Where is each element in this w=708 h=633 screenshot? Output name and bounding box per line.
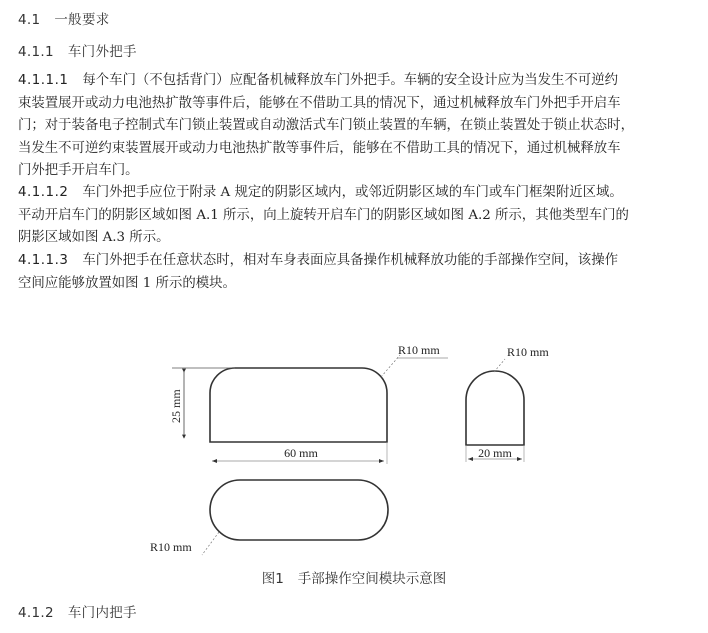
clause-line: 当发生不可逆约束装置展开或动力电池热扩散等事件后，能够在不借助工具的情况下，通过机械释放车 — [18, 140, 621, 156]
figure-caption-text: 手部操作空间模块示意图 — [297, 571, 447, 587]
clause-line: 门；对于装备电子控制式车门锁止装置或自动激活式车门锁止装置的车辆，在锁止装置处于锁止状态时， — [18, 118, 634, 133]
clause-line: 空间应能够放置如图 1 所示的模块。 — [18, 275, 236, 291]
clause-text: 车门外把手应位于附录 A 规定的阴影区域内，或邻近阴影区域的车门或车门框架附近区域。 — [82, 185, 623, 200]
label-radius-rect: R10 mm — [398, 343, 440, 357]
section-number: 4.1 — [18, 12, 41, 28]
clause-text: 每个车门（不包括背门）应配备机械释放车门外把手。车辆的安全设计应为当发生不可逆约 — [82, 73, 618, 88]
module-pill — [202, 480, 388, 555]
section-title: 一般要求 — [54, 12, 110, 28]
label-height-25mm: 25 mm — [169, 389, 183, 423]
clause-line: 阴影区域如图 A.3 所示。 — [18, 230, 170, 245]
subsection-heading-interior-handle — [18, 601, 137, 621]
clause-number: 4.1.1.1 — [18, 73, 69, 88]
label-radius-arch: R10 mm — [507, 345, 549, 359]
clause-line: 束装置展开或动力电池热扩散等事件后，能够在不借助工具的情况下，通过机械释放车门外把手开启车 — [18, 95, 621, 111]
clause-line: 门外把手开启车门。 — [18, 163, 139, 178]
subsection-number: 4.1.1 — [18, 44, 54, 60]
label-radius-pill: R10 mm — [150, 540, 192, 554]
subsection-number: 4.1.2 — [18, 605, 54, 621]
label-width-20mm: 20 mm — [478, 446, 512, 460]
label-width-60mm: 60 mm — [284, 446, 318, 460]
figure-caption — [0, 567, 708, 587]
clause-text: 车门外把手在任意状态时，相对车身表面应具备操作机械释放功能的手部操作空间，该操作 — [82, 253, 618, 268]
clause-line: 平动开启车门的阴影区域如图 A.1 所示，向上旋转开启车门的阴影区域如图 A.2 所示，其他类型车门的 — [18, 207, 629, 223]
figure-number: 图1 — [261, 571, 284, 587]
subsection-title: 车门内把手 — [67, 605, 137, 621]
clause-number: 4.1.1.2 — [18, 185, 69, 200]
subsection-title: 车门外把手 — [67, 44, 137, 60]
clause-number: 4.1.1.3 — [18, 253, 69, 268]
